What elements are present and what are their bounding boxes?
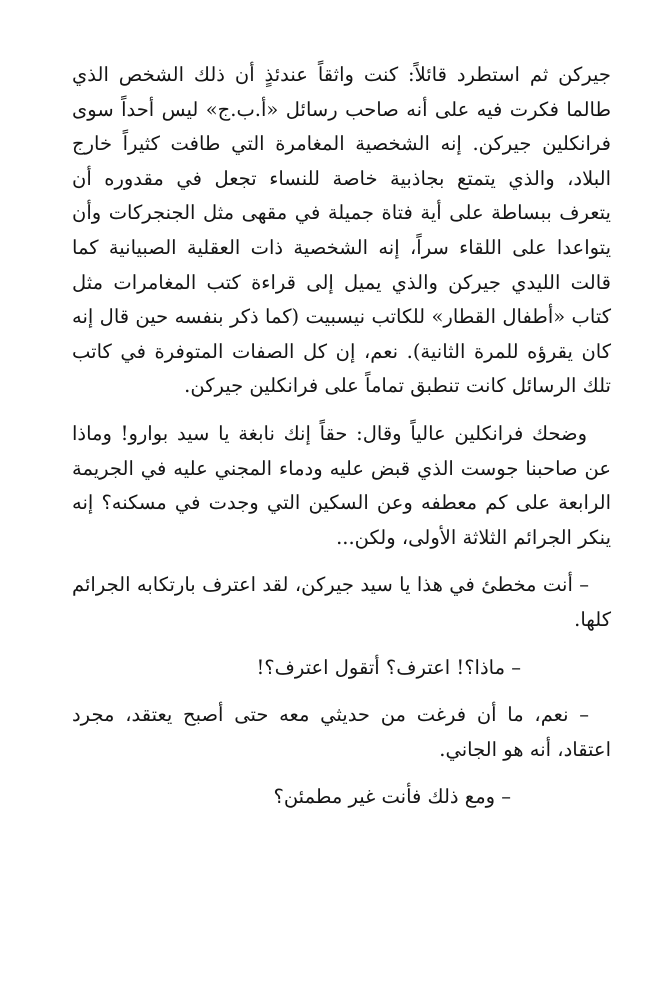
paragraph-2: وضحك فرانكلين عالياً وقال: حقاً إنك نابغة يا سيد بوارو! وماذا عن صاحبنا جوست الذي قبض عليه ودماء المجني عليه في الجريمة الرابعة على كم معطفه وعن السكين التي وجدت في مسكنه؟ إنه ينكر الجرائم الثلاثة الأولى، ولكن... (72, 421, 611, 549)
dialogue-line-4: – ومع ذلك فأنت غير مطمئن؟ (273, 785, 511, 809)
paragraph-1: جيركن ثم استطرد قائلاً: كنت واثقاً عندئذٍ أن ذلك الشخص الذي طالما فكرت فيه على أنه صاحب رسائل «أ.ب.ج» ليس أحداً سوى فرانكلين جيركن. إنه الشخصية المغامرة التي طافت كثيراً خارج البلاد، والذي يتمتع بجاذبية خاصة للنساء تجعل في مقدوره أن يتعرف ببساطة على أية فتاة جميلة في مقهى مثل الجنجركات وأن يتواعدا على اللقاء سراً، إنه الشخصية ذات العقلية الصبيانية كما قالت الليدي جيركن والذي يميل إلى قراءة كتب المغامرات مثل كتاب «أطفال القطار» للكاتب نيسبيت (كما ذكر بنفسه حين قال إنه كان يقرؤه للمرة الثانية). نعم، إن كل الصفات المتوفرة في كاتب تلك الرسائل كانت تنطبق تماماً على فرانكلين جيركن. (72, 63, 611, 398)
dialogue-line-1: – أنت مخطئ في هذا يا سيد جيركن، لقد اعترف بارتكابه الجرائم كلها. (72, 573, 611, 631)
dialogue-line-2: – ماذا؟! اعترف؟ أتقول اعترف؟! (256, 655, 521, 679)
dialogue-line-3: – نعم، ما أن فرغت من حديثي معه حتى أصبح يعتقد، مجرد اعتقاد، أنه هو الجاني. (72, 703, 611, 761)
